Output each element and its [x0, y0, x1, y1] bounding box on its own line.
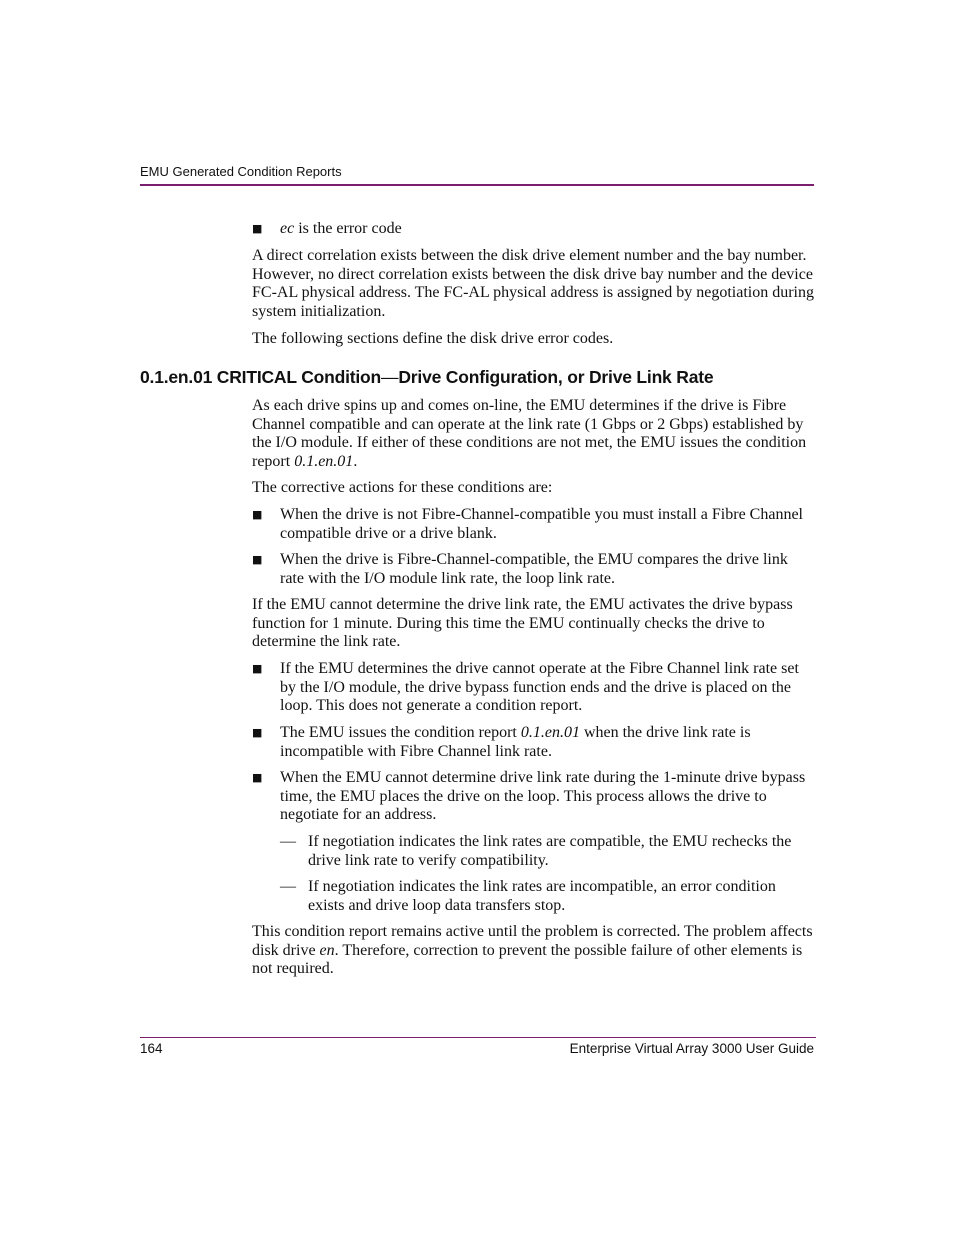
bullet-text [280, 220, 814, 239]
bullet-negotiate [252, 769, 814, 825]
heading-part2: Drive Configuration, or Drive Link Rate [398, 367, 714, 387]
bullet-mark: ■ [252, 553, 263, 566]
para1-end: . [353, 453, 358, 471]
code-ref: 0.1.en.01 [520, 724, 580, 741]
para4-post: . Therefore, correction to prevent the possible failure of other elements is not required. [252, 941, 803, 978]
dash-text: If negotiation indicates the link rates are compatible, the EMU rechecks the drive link rate to verify compatibility. [308, 833, 792, 869]
bullet-text: When the drive is not Fibre-Channel-compatible you must install a Fibre Channel compatible drive or a drive blank. [280, 506, 803, 542]
term-en: en [319, 941, 335, 959]
paragraph-active [252, 923, 814, 979]
heading-dash: — [381, 367, 399, 387]
bullet-text: When the EMU cannot determine drive link rate during the 1-minute drive bypass time, the EMU places the drive on the loop. This process allows the drive to negotiate for an address. [280, 769, 806, 824]
code-ref: 0.1.en.01 [294, 453, 354, 471]
header-rule [140, 184, 814, 186]
dash-item-compatible [280, 833, 814, 870]
bullet-issues-report [252, 724, 814, 761]
bullet-text: When the drive is Fibre-Channel-compatible, the EMU compares the drive link rate with the I/O module link rate, the loop link rate. [280, 551, 788, 587]
bullet-mark: ■ [252, 222, 263, 235]
paragraph-following: The following sections define the disk drive error codes. [252, 330, 614, 347]
paragraph-bypass: If the EMU cannot determine the drive link rate, the EMU activates the drive bypass function for 1 minute. During this time the EMU continually checks the drive to determine the link rate. [252, 596, 793, 651]
dash-text: If negotiation indicates the link rates are incompatible, an error condition exists and drive loop data transfers stop. [308, 878, 776, 914]
bullet-text: If the EMU determines the drive cannot operate at the Fibre Channel link rate set by the I/O module, the drive bypass function ends and the drive is placed on the loop. This does not generate a condition report. [280, 660, 799, 715]
bullet-not-compatible [252, 506, 814, 543]
page-number: 164 [140, 1041, 163, 1056]
paragraph-correlation: A direct correlation exists between the disk drive element number and the bay number. However, no direct correlation exists between the disk drive bay number and the device FC-AL physical address. The FC-AL physical address is assigned by negotiation during system initialization. [252, 247, 814, 321]
bullet-pre: The EMU issues the condition report [280, 724, 521, 741]
bullet-text-rest: is the error code [294, 220, 402, 237]
para1-text: As each drive spins up and comes on-line, the EMU determines if the drive is Fibre Channel compatible and can operate at the link rate (1 Gbps or 2 Gbps) established by the I/O module. If either of these conditions are not met, the EMU issues the condition report [252, 397, 807, 471]
footer-rule [140, 1037, 816, 1038]
dash-item-incompatible [280, 878, 814, 915]
bullet-error-code [252, 220, 814, 239]
paragraph-spinup [252, 397, 814, 472]
dash-mark: — [280, 878, 296, 895]
bullet-post: when the drive link rate is incompatible with Fibre Channel link rate. [280, 724, 751, 760]
bullet-cannot-operate [252, 660, 814, 716]
paragraph-corrective: The corrective actions for these conditions are: [252, 479, 553, 496]
bullet-mark: ■ [252, 662, 263, 675]
para4-pre: This condition report remains active until the problem is corrected. The problem affects disk drive [252, 923, 813, 959]
term-ec: ec [280, 220, 295, 237]
bullet-mark: ■ [252, 726, 263, 739]
bullet-mark: ■ [252, 771, 263, 784]
dash-mark: — [280, 833, 296, 850]
bullet-mark: ■ [252, 508, 263, 521]
running-header: EMU Generated Condition Reports [140, 164, 342, 179]
bullet-text [280, 724, 814, 761]
book-title: Enterprise Virtual Array 3000 User Guide [569, 1041, 814, 1056]
bullet-compatible [252, 551, 814, 588]
heading-part1: 0.1.en.01 CRITICAL Condition [140, 367, 382, 387]
section-heading [140, 366, 814, 388]
